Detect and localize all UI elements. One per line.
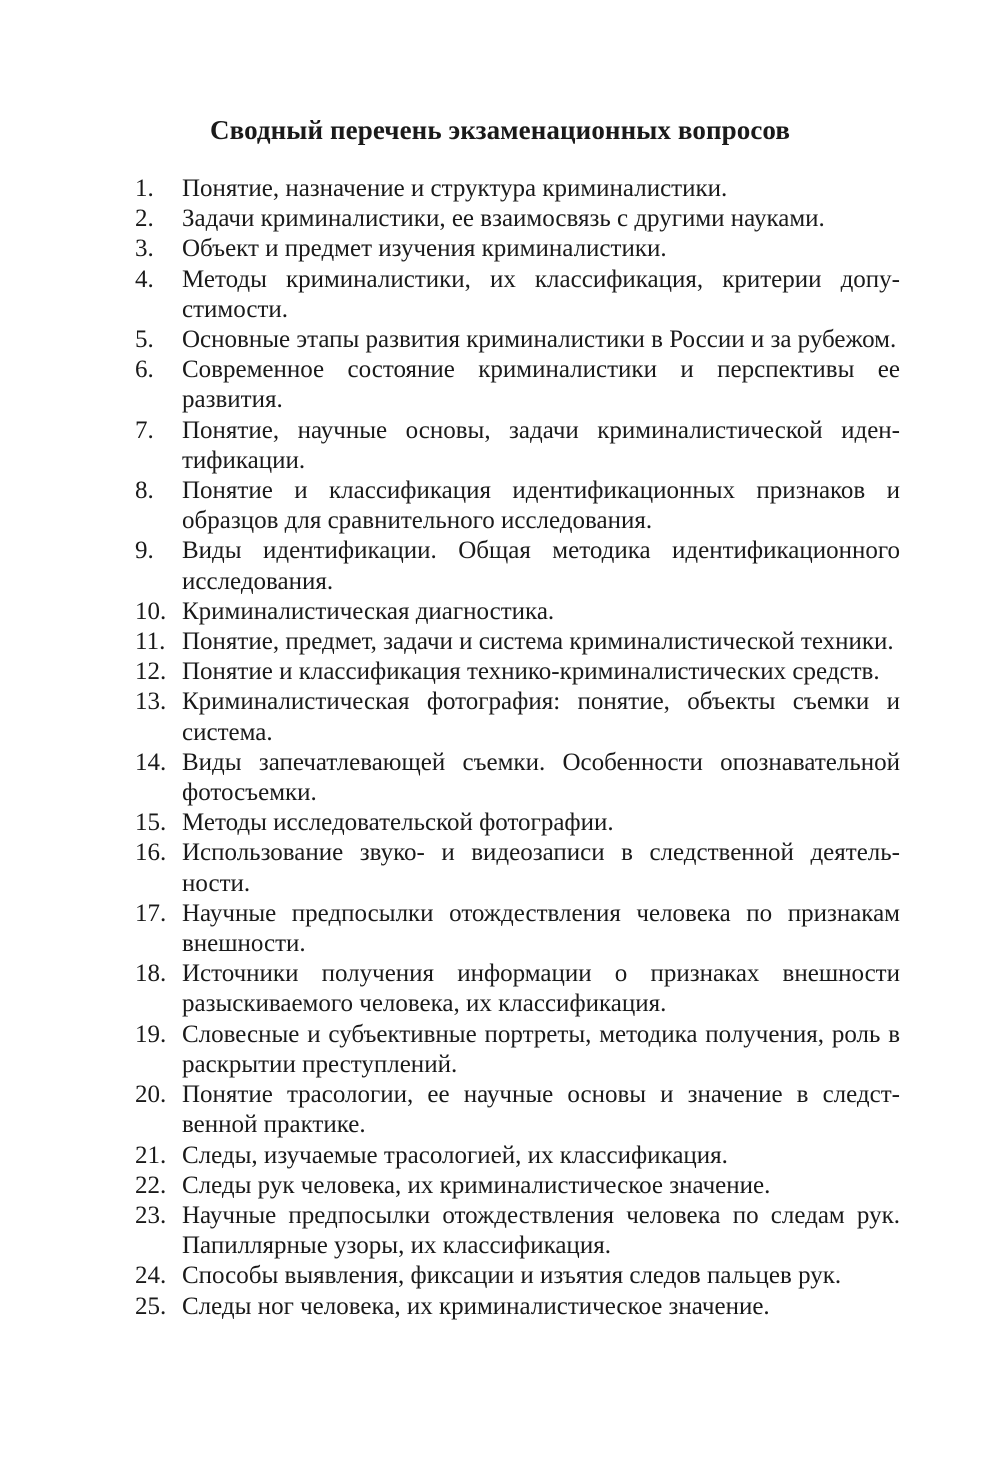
list-item <box>0 959 1000 1019</box>
list-item <box>0 1080 1000 1140</box>
question-number: 25. <box>135 1292 167 1320</box>
question-text: Понятие, предмет, задачи и система криминалистической техники. <box>182 628 894 656</box>
question-number: 10. <box>135 597 167 625</box>
list-item <box>0 204 1000 234</box>
question-number: 12. <box>135 658 167 686</box>
question-number: 6. <box>135 356 154 384</box>
list-item <box>0 174 1000 204</box>
list-item <box>0 597 1000 627</box>
question-text: Задачи криминалистики, ее взаимосвязь с другими науками. <box>182 205 825 233</box>
list-item <box>0 687 1000 747</box>
question-number: 13. <box>135 688 167 716</box>
question-text: Криминалистическая фотография: понятие, объекты съемки и система. <box>182 688 900 746</box>
question-number: 11. <box>135 628 166 656</box>
list-item <box>0 1261 1000 1291</box>
question-number: 9. <box>135 537 154 565</box>
page-title: Сводный перечень экзаменационных вопросов <box>209 115 791 145</box>
question-text: Словесные и субъективные портреты, методика получения, роль в раскрытии преступлений. <box>182 1020 900 1078</box>
question-number: 24. <box>135 1262 167 1290</box>
question-number: 14. <box>135 748 167 776</box>
question-text: Следы ног человека, их криминалистическое значение. <box>182 1292 770 1320</box>
question-number: 5. <box>135 326 154 354</box>
question-text: Современное состояние криминалистики и перспективы ее развития. <box>182 356 900 414</box>
question-number: 20. <box>135 1081 167 1109</box>
question-text: Научные предпосылки отождествления человека по признакам внешности. <box>182 899 900 958</box>
list-item <box>0 234 1000 264</box>
list-item <box>0 416 1000 476</box>
list-item <box>0 325 1000 355</box>
question-number: 1. <box>135 175 154 202</box>
question-number: 8. <box>135 477 154 505</box>
question-number: 4. <box>135 265 154 293</box>
question-text: Методы исследовательской фотографии. <box>182 809 614 837</box>
list-item <box>0 476 1000 536</box>
question-list <box>0 174 1000 1322</box>
question-number: 16. <box>135 839 167 867</box>
question-text: Виды идентификации. Общая методика идентификационного исследования. <box>182 537 900 595</box>
question-text: Понятие и классификация идентификационных признаков и образцов для сравнительного исследования. <box>182 477 900 535</box>
question-text: Научные предпосылки отождествления человека по следам рук. Папиллярные узоры, их классификация. <box>182 1201 900 1260</box>
question-text: Использование звуко- и видеозаписи в следственной деятель-ности. <box>182 839 900 897</box>
question-number: 21. <box>135 1141 167 1169</box>
question-text: Основные этапы развития криминалистики в России и за рубежом. <box>182 326 897 354</box>
list-item <box>0 265 1000 325</box>
list-item <box>0 657 1000 687</box>
list-item <box>0 748 1000 808</box>
list-item <box>0 1141 1000 1171</box>
list-item <box>0 838 1000 898</box>
question-text: Понятие, научные основы, задачи криминалистической иден-тификации. <box>182 416 900 474</box>
question-text: Объект и предмет изучения криминалистики. <box>182 235 667 263</box>
question-text: Понятие трасологии, ее научные основы и значение в следст-венной практике. <box>182 1081 900 1139</box>
question-number: 23. <box>135 1201 167 1229</box>
question-number: 2. <box>135 205 154 233</box>
question-text: Методы криминалистики, их классификация, критерии допу-стимости. <box>182 265 900 323</box>
question-text: Понятие, назначение и структура криминалистики. <box>182 175 728 202</box>
question-number: 22. <box>135 1171 167 1199</box>
list-item <box>0 808 1000 838</box>
question-text: Источники получения информации о признаках внешности разыскиваемого человека, их классификация. <box>182 960 900 1018</box>
question-number: 17. <box>135 899 167 927</box>
list-item <box>0 1292 1000 1322</box>
question-text: Следы рук человека, их криминалистическое значение. <box>182 1171 771 1199</box>
list-item <box>0 536 1000 596</box>
question-text: Виды запечатлевающей съемки. Особенности опознавательной фотосъемки. <box>182 748 900 807</box>
question-text: Способы выявления, фиксации и изъятия следов пальцев рук. <box>182 1262 842 1290</box>
list-item <box>0 1201 1000 1261</box>
list-item <box>0 1171 1000 1201</box>
question-number: 18. <box>135 960 167 988</box>
question-text: Понятие и классификация технико-криминалистических средств. <box>182 658 880 686</box>
list-item <box>0 899 1000 959</box>
list-item <box>0 355 1000 415</box>
question-text: Следы, изучаемые трасологией, их классификация. <box>182 1141 728 1169</box>
question-number: 19. <box>135 1020 167 1048</box>
list-item <box>0 627 1000 657</box>
question-number: 3. <box>135 235 154 263</box>
question-number: 7. <box>135 416 154 444</box>
list-item <box>0 1020 1000 1080</box>
question-text: Криминалистическая диагностика. <box>182 597 555 625</box>
question-number: 15. <box>135 809 167 837</box>
